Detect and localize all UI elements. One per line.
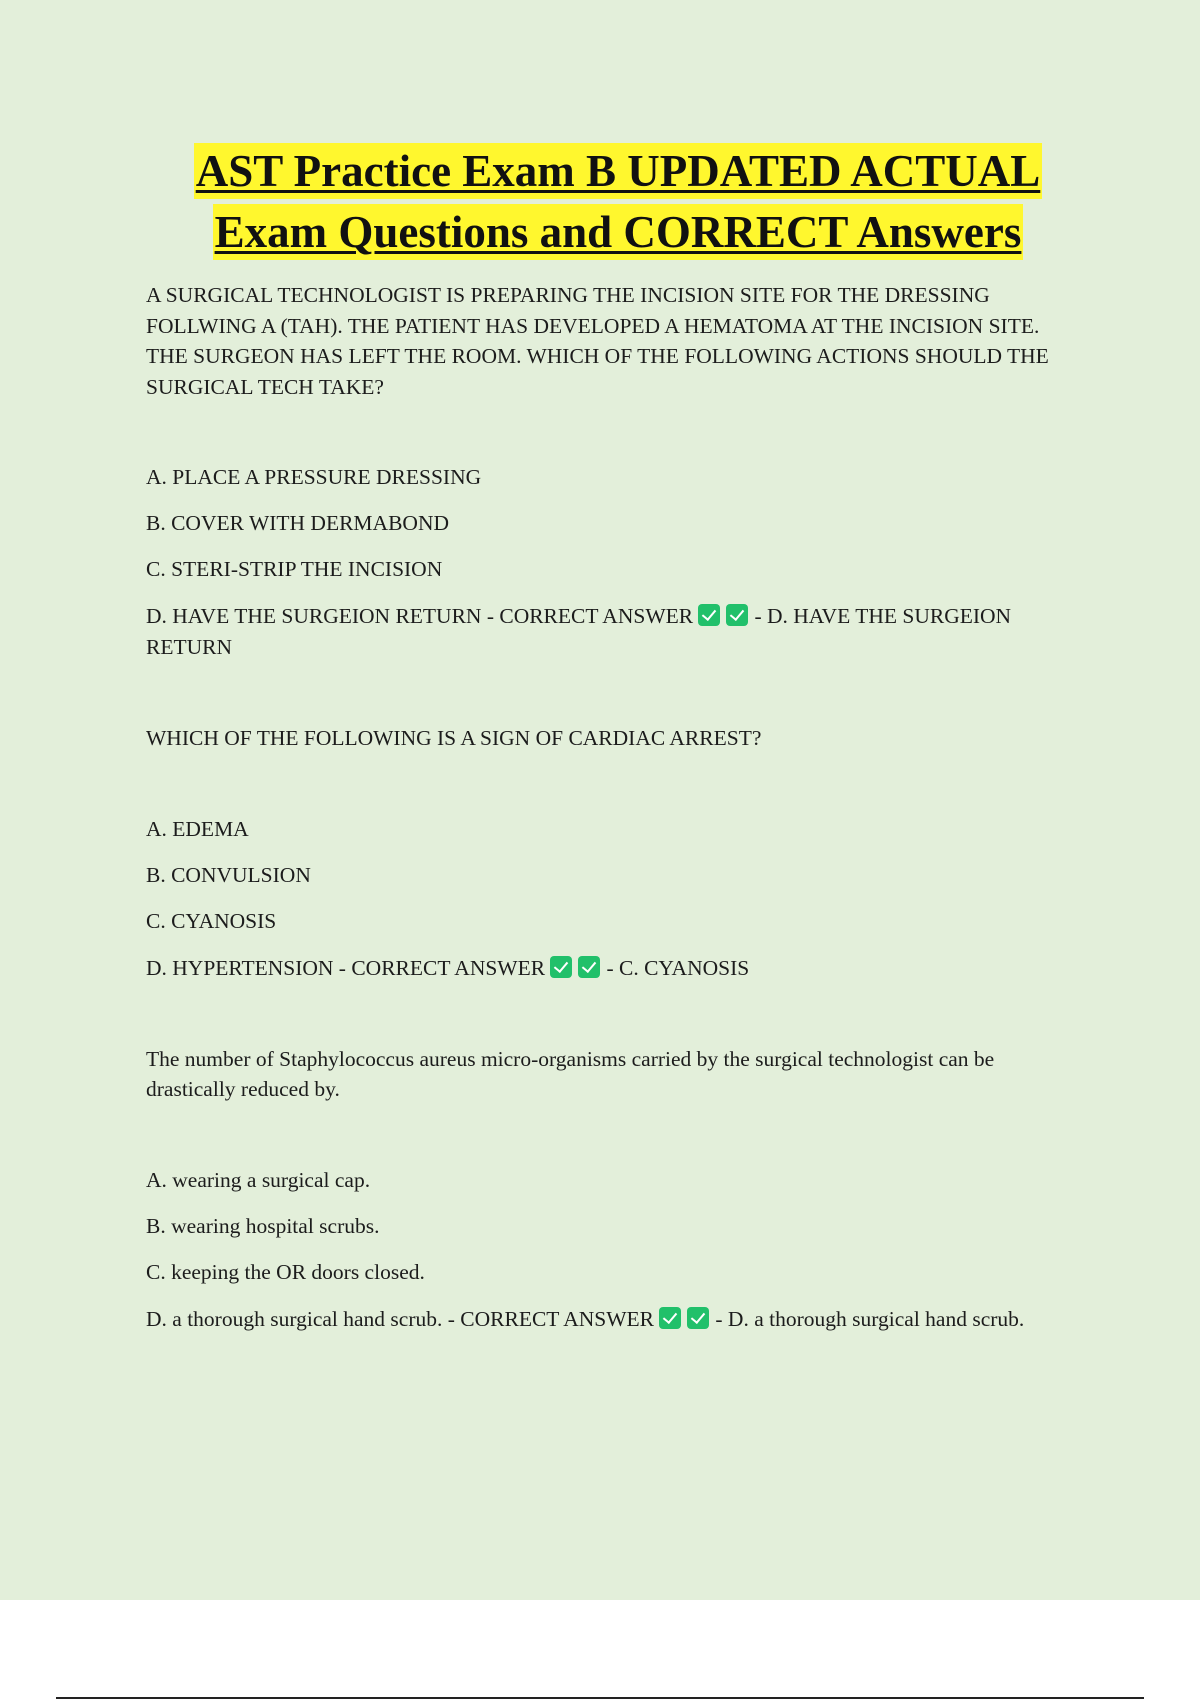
title-line-2: Exam Questions and CORRECT Answers <box>213 204 1024 260</box>
document-title <box>0 143 1200 265</box>
correct-answer: - D. HAVE THE SURGEION RETURN <box>146 604 1012 659</box>
option-a: A. EDEMA <box>146 816 249 841</box>
option-d-with-answer <box>146 601 1076 663</box>
check-box-icon <box>659 1307 681 1329</box>
option-d-with-answer <box>146 1304 1076 1335</box>
correct-answer: - D. a thorough surgical hand scrub. <box>715 1306 1025 1331</box>
check-box-icon <box>687 1307 709 1329</box>
option-c: C. STERI-STRIP THE INCISION <box>146 557 443 581</box>
option-d-with-answer <box>146 953 1076 984</box>
check-box-icon <box>550 956 572 978</box>
question-text: A SURGICAL TECHNOLOGIST IS PREPARING THE INCISION SITE FOR THE DRESSING FOLLWING A (TAH). THE PATIENT HAS DEVELOPED A HEMATOMA AT THE INCISION SITE. THE SURGEON HAS LEFT THE ROOM. WHICH OF THE FOLLOWING ACTIONS SHOULD THE SURGICAL TECH TAKE? <box>146 283 1049 399</box>
option-d: D. a thorough surgical hand scrub. - CORRECT ANSWER <box>146 1306 655 1331</box>
question-block <box>146 1044 1076 1335</box>
question-text: The number of Staphylococcus aureus micro-organisms carried by the surgical technologist can be drastically reduced by. <box>146 1046 995 1101</box>
option-b: B. CONVULSION <box>146 862 311 887</box>
option-b: B. wearing hospital scrubs. <box>146 1213 380 1238</box>
question-text: WHICH OF THE FOLLOWING IS A SIGN OF CARDIAC ARREST? <box>146 726 762 750</box>
option-a: A. PLACE A PRESSURE DRESSING <box>146 465 482 489</box>
option-b: B. COVER WITH DERMABOND <box>146 511 449 535</box>
option-d: D. HYPERTENSION - CORRECT ANSWER <box>146 955 546 980</box>
option-a: A. wearing a surgical cap. <box>146 1167 371 1192</box>
correct-answer: - C. CYANOSIS <box>606 955 750 980</box>
check-box-icon <box>726 604 748 626</box>
option-c: C. CYANOSIS <box>146 908 277 933</box>
question-block <box>146 723 1076 984</box>
option-d: D. HAVE THE SURGEION RETURN - CORRECT ANSWER <box>146 604 694 628</box>
title-line-1: AST Practice Exam B UPDATED ACTUAL <box>194 143 1043 199</box>
question-block <box>146 280 1076 663</box>
footer-divider <box>56 1697 1144 1699</box>
check-box-icon <box>698 604 720 626</box>
questions-list <box>146 280 1076 1335</box>
option-c: C. keeping the OR doors closed. <box>146 1259 425 1284</box>
check-box-icon <box>578 956 600 978</box>
